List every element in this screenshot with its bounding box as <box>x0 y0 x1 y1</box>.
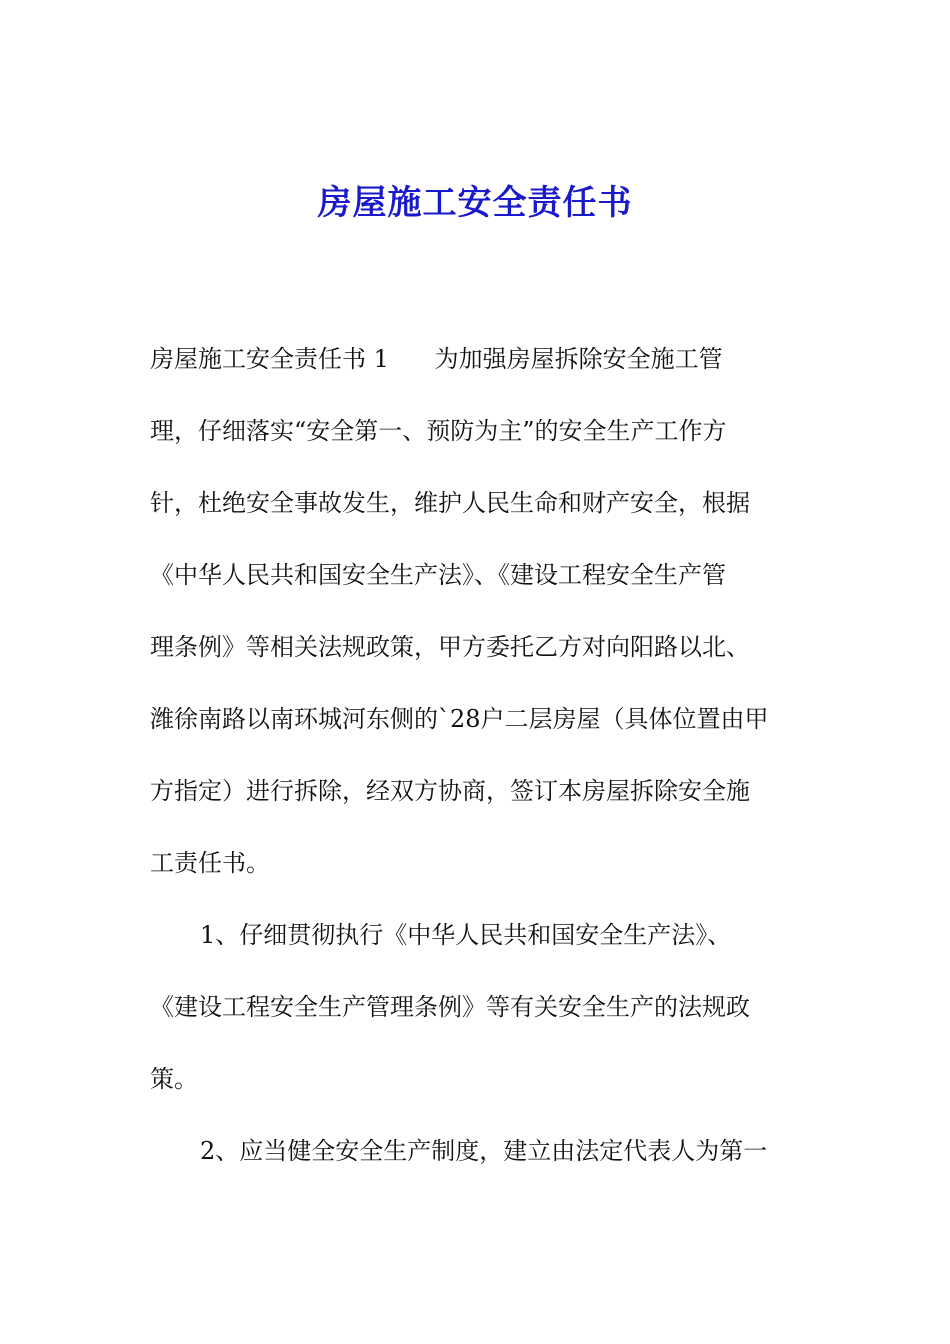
body-line: 策。 <box>150 1065 198 1093</box>
body-line: 《建设工程安全生产管理条例》等有关安全生产的法规政 <box>150 993 750 1021</box>
clause-1-line: 1、仔细贯彻执行《中华人民共和国安全生产法》、 <box>200 921 732 949</box>
body-line: 《中华人民共和国安全生产法》、《建设工程安全生产管 <box>150 561 726 589</box>
body-line: 方指定）进行拆除，经双方协商，签订本房屋拆除安全施 <box>150 777 750 805</box>
document-title: 房屋施工安全责任书 <box>317 183 633 223</box>
body-line: 潍徐南路以南环城河东侧的`28户二层房屋（具体位置由甲 <box>150 705 769 733</box>
body-line: 理条例》等相关法规政策，甲方委托乙方对向阳路以北、 <box>150 633 750 661</box>
body-line: 针，杜绝安全事故发生，维护人民生命和财产安全，根据 <box>150 489 750 517</box>
document-body <box>150 323 820 1187</box>
body-line: 房屋施工安全责任书 1 为加强房屋拆除安全施工管 <box>150 345 723 373</box>
clause-2-line: 2、应当健全安全生产制度，建立由法定代表人为第一 <box>200 1137 768 1165</box>
body-line: 工责任书。 <box>150 849 270 877</box>
body-line: 理，仔细落实“安全第一、预防为主”的安全生产工作方 <box>150 417 727 445</box>
